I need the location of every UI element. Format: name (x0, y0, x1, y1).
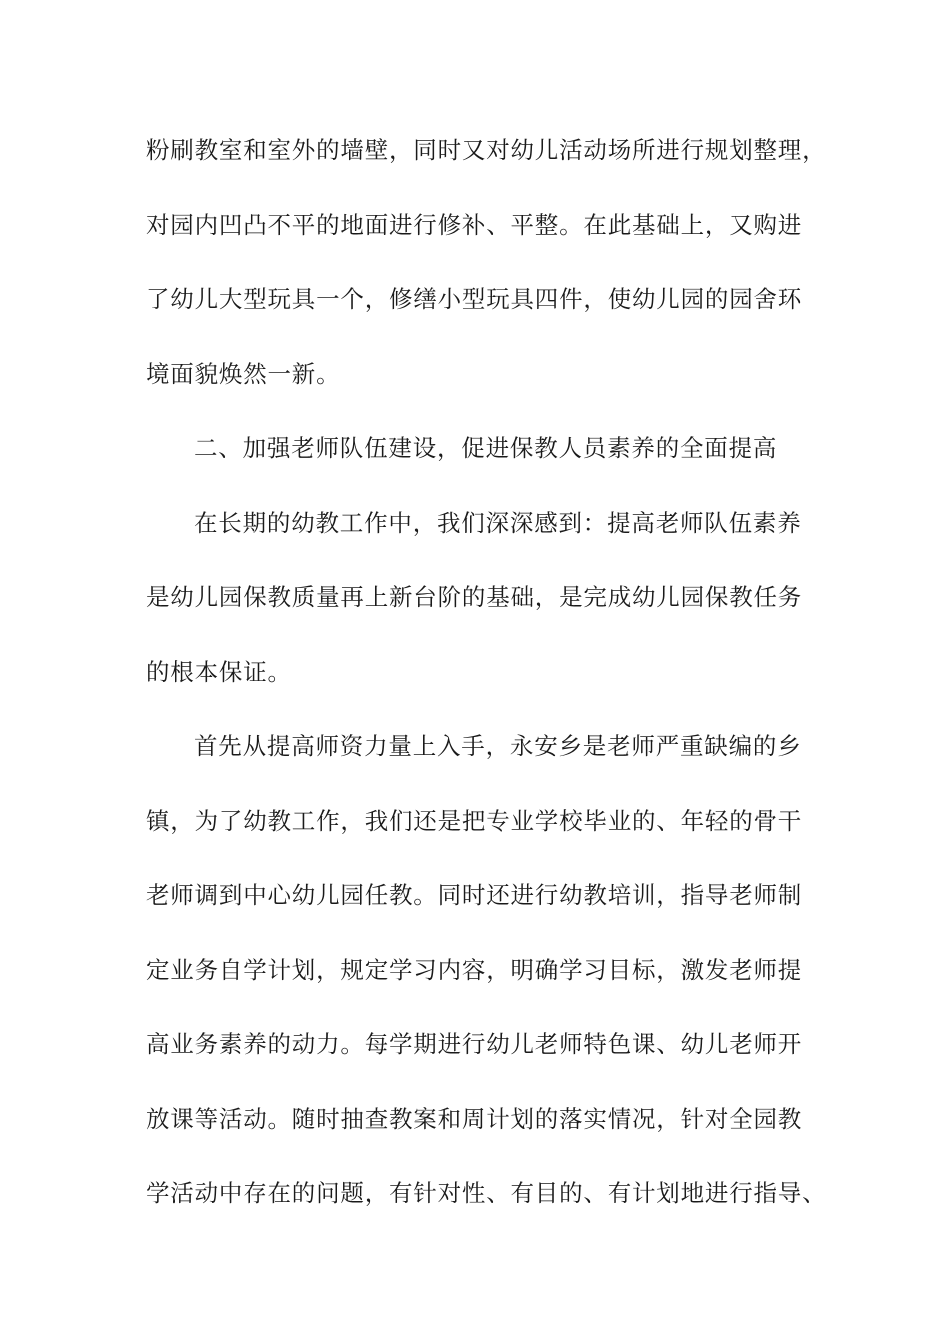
body-text (146, 128, 827, 1246)
text-line: 粉刷教室和室外的墙壁，同时又对幼儿活动场所进行规划整理， (146, 136, 827, 164)
text-line: 的根本保证。 (146, 657, 292, 686)
text-line: 了幼儿大型玩具一个，修缮小型玩具四件，使幼儿园的园舍环 (146, 285, 803, 313)
text-line: 对园内凹凸不平的地面进行修补、平整。在此基础上，又购进 (146, 210, 803, 239)
section-heading: 二、加强老师队伍建设，促进保教人员素养的全面提高 (194, 434, 778, 462)
text-line: 老师调到中心幼儿园任教。同时还进行幼教培训，指导老师制 (146, 881, 803, 909)
text-line: 是幼儿园保教质量再上新台阶的基础，是完成幼儿园保教任务 (146, 583, 803, 611)
text-line: 首先从提高师资力量上入手，永安乡是老师严重缺编的乡 (194, 732, 802, 760)
text-line: 放课等活动。随时抽查教案和周计划的落实情况，针对全园教 (146, 1104, 803, 1133)
text-line: 学活动中存在的问题，有针对性、有目的、有计划地进行指导、 (146, 1179, 827, 1207)
text-line: 定业务自学计划，规定学习内容，明确学习目标，激发老师提 (146, 955, 803, 984)
text-line: 高业务素养的动力。每学期进行幼儿老师特色课、幼儿老师开 (146, 1030, 803, 1058)
text-line: 在长期的幼教工作中，我们深深感到：提高老师队伍素养 (194, 508, 802, 537)
text-line: 镇，为了幼教工作，我们还是把专业学校毕业的、年轻的骨干 (146, 806, 803, 835)
text-line: 境面貌焕然一新。 (146, 359, 341, 388)
